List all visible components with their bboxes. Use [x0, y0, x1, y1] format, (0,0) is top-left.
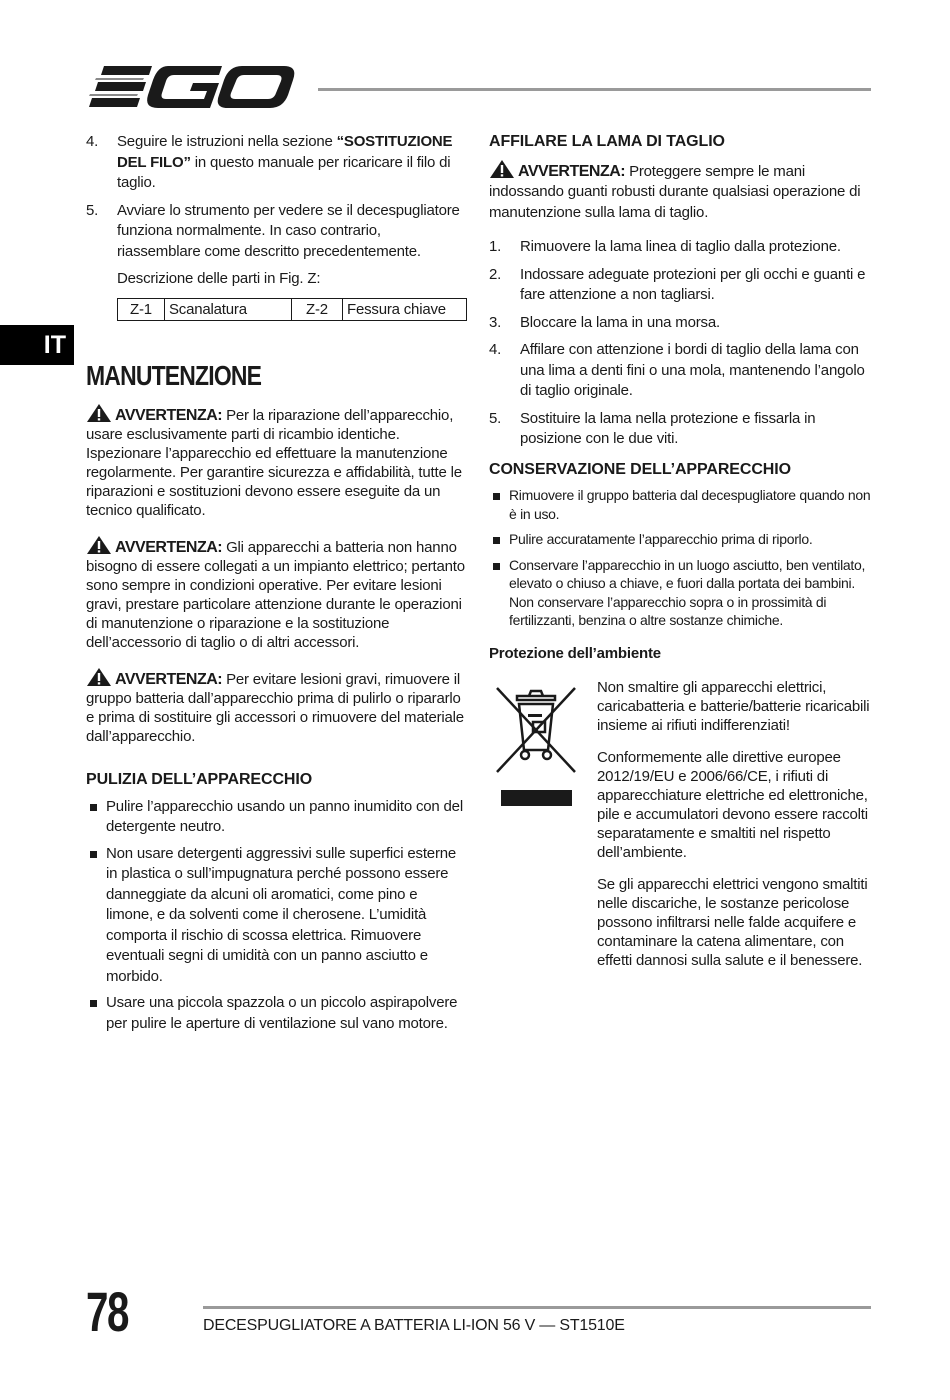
warning-block: AVVERTENZA: Gli apparecchi a batteria non hanno bisogno di essere collegati a un impianto elettrico; pertanto sono sempre in condizioni operative. Per evitare lesioni gravi, prestare particolare attenzione durante le operazioni di manutenzione o riparazione e la sostituzione dell’accessorio di taglio o di altri accessori.	[86, 535, 468, 652]
sharpen-steps	[489, 237, 874, 450]
bullet-icon	[493, 563, 500, 570]
left-column	[86, 132, 468, 1040]
bullet-icon	[493, 537, 500, 544]
list-item: Pulire l’apparecchio usando un panno inumidito con del detergente neutro.	[86, 797, 468, 838]
header-rule	[318, 88, 871, 91]
reload-steps	[86, 132, 468, 262]
list-item: Conservare l’apparecchio in un luogo asciutto, ben ventilato, elevato o chiuso a chiave, e fuori dalla portata dei bambini. Non conservare l’apparecchio sopra o in prossimità di fertilizzanti, benzina o altre sostanze chimiche.	[489, 556, 874, 630]
list-item: 2. Indossare adeguate protezioni per gli occhi e guanti e fare attenzione a non tagliarsi.	[489, 265, 866, 303]
paragraph: Non smaltire gli apparecchi elettrici, caricabatteria e batterie/batterie ricaricabili insieme ai rifiuti indifferenziati!	[597, 679, 870, 734]
paragraph: Se gli apparecchi elettrici vengono smaltiti nelle discariche, le sostanze pericolose possono infiltrarsi nelle falde acquifere e contaminare la catena alimentare, con effetti dannosi sulla salute e il benessere.	[597, 876, 868, 969]
list-item: Pulire accuratamente l’apparecchio prima di riporlo.	[489, 530, 874, 549]
environment-text	[597, 678, 874, 970]
language-tab: IT	[0, 325, 74, 365]
list-item: 4. Affilare con attenzione i bordi di taglio della lama con una lima a denti fini o una mola, mantenendo l’angolo di taglio originale.	[489, 341, 865, 399]
warning-icon	[86, 403, 112, 423]
list-item: 5. Avviare lo strumento per vedere se il decespugliatore funziona normalmente. In caso contrario, riassemblare come descritto precedentemente.	[86, 201, 460, 260]
list-item: 1. Rimuovere la lama linea di taglio dalla protezione.	[489, 238, 841, 255]
list-item: Usare una piccola spazzola o un piccolo aspirapolvere per pulire le aperture di ventilazione sul vano motore.	[86, 993, 468, 1034]
section-title: MANUTENZIONE	[86, 360, 262, 391]
list-item: 3. Bloccare la lama in una morsa.	[489, 313, 720, 331]
environment-heading: Protezione dell’ambiente	[489, 644, 661, 662]
list-item: Rimuovere il gruppo batteria dal decespugliatore quando non è in uso.	[489, 486, 874, 523]
environment-section	[489, 678, 874, 970]
paragraph: Conformemente alle direttive europee 2012/19/EU e 2006/66/CE, i rifiuti di apparecchiature elettriche ed elettroniche, pile e accumulatori devono essere raccolti separatamente e smaltiti nel rispetto dell’ambiente.	[597, 749, 868, 861]
list-item: 4. Seguire le istruzioni nella sezione “SOSTITUZIONE DEL FILO” in questo manuale per ricaricare il filo di taglio.	[86, 133, 453, 191]
footer-rule	[203, 1306, 871, 1309]
list-item: 5. Sostituire la lama nella protezione e fissarla in posizione con le due viti.	[489, 409, 816, 447]
ego-logo	[86, 62, 298, 112]
right-column	[489, 132, 874, 983]
warning-block: AVVERTENZA: Per evitare lesioni gravi, rimuovere il gruppo batteria dall’apparecchio prima di pulirlo o ripararlo e prima di sostituire gli accessori o rimuovere del materiale dall’apparecchio.	[86, 667, 468, 746]
footer-title: DECESPUGLIATORE A BATTERIA LI-ION 56 V — ST1510E	[203, 1317, 625, 1334]
warning-block: AVVERTENZA: Proteggere sempre le mani indossando guanti robusti durante qualsiasi operazione di manutenzione sulla lama di taglio.	[489, 159, 874, 224]
storage-heading: CONSERVAZIONE DELL’APPARECCHIO	[489, 460, 791, 478]
warning-icon	[86, 535, 112, 555]
bullet-icon	[90, 851, 97, 858]
list-item: Non usare detergenti aggressivi sulle superfici esterne in plastica o sull’impugnatura perché possono essere danneggiate da alcuni oli aromatici, come pino e limone, e da solventi come il cherosene. L’umidità comporta il rischio di scossa elettrica. Rimuovere eventuali segni di umidità con un panno asciutto e morbido.	[86, 844, 468, 988]
cleaning-heading: PULIZIA DELL’APPARECCHIO	[86, 771, 313, 788]
warning-icon	[489, 159, 515, 179]
bullet-icon	[493, 493, 500, 500]
cleaning-list	[86, 797, 468, 1035]
sharpen-heading: AFFILARE LA LAMA DI TAGLIO	[489, 133, 725, 150]
parts-caption: Descrizione delle parti in Fig. Z:	[117, 270, 321, 287]
storage-list	[489, 486, 874, 630]
bullet-icon	[90, 804, 97, 811]
page-number: 78	[86, 1280, 128, 1343]
parts-table: Z-1 Scanalatura Z-2 Fessura chiave	[117, 298, 467, 322]
weee-crossed-bin-icon	[489, 682, 583, 812]
bullet-icon	[90, 1000, 97, 1007]
warning-block: AVVERTENZA: Per la riparazione dell’apparecchio, usare esclusivamente parti di ricambio identiche. Ispezionare l’apparecchio ed effettuare la manutenzione regolarmente. Per garantire sicurezza e affidabilità, tutte le riparazioni e sostituzioni devono essere eseguite da un tecnico qualificato.	[86, 403, 468, 520]
warning-icon	[86, 667, 112, 687]
